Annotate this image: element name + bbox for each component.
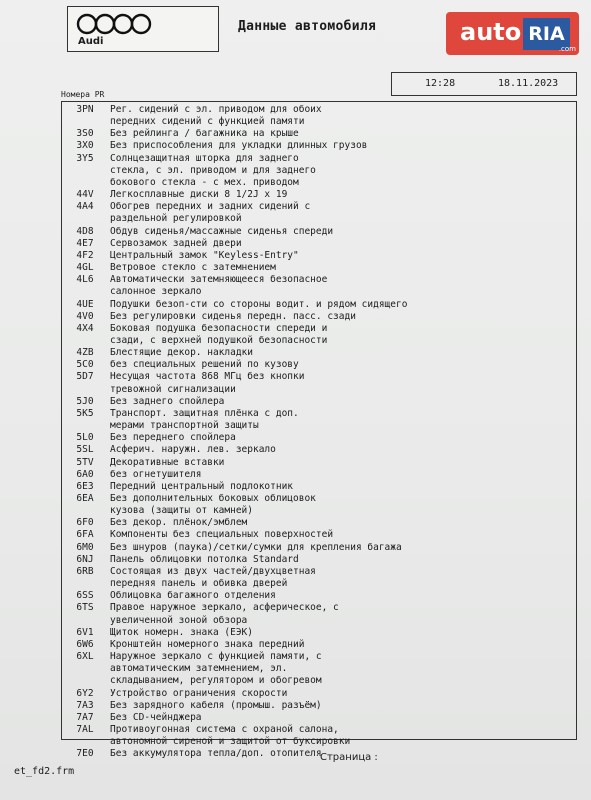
pr-description: Блестящие декор. накладки <box>110 347 253 359</box>
pr-code: 5L0 <box>76 432 94 444</box>
pr-description: увеличенной зоной обзора <box>110 614 248 626</box>
audi-rings-icon <box>76 13 154 35</box>
pr-description: Правое наружное зеркало, асферическое, с <box>110 602 339 614</box>
pr-code: 6RB <box>76 565 94 577</box>
pr-code: 3PN <box>76 104 94 115</box>
table-row <box>62 384 576 396</box>
pr-code: 4GL <box>76 262 94 274</box>
table-row <box>62 408 576 420</box>
pr-code-spacer <box>62 615 108 627</box>
table-row <box>62 517 576 529</box>
pr-description: Без рейлинга / багажника на крыше <box>110 128 299 140</box>
table-row <box>62 736 576 748</box>
table-row <box>62 724 576 736</box>
watermark-auto-text: auto <box>460 18 522 46</box>
pr-description: Боковая подушка безопасности спереди и <box>110 322 328 334</box>
table-row <box>62 250 576 262</box>
pr-description: кузова (защиты от камней) <box>110 505 253 517</box>
pr-description: Несущая частота 868 МГц без кнопки <box>110 371 305 383</box>
pr-code: 3S0 <box>76 128 94 140</box>
watermark-domain-text: .com <box>558 45 576 53</box>
pr-description: Обдув сиденья/массажные сиденья спереди <box>110 225 334 237</box>
pr-description: сзади, с верхней подушкой безопасности <box>110 334 328 346</box>
table-row <box>62 688 576 700</box>
pr-description: Асферич. наружн. лев. зеркало <box>110 444 276 456</box>
pr-code: 4A4 <box>76 201 94 213</box>
pr-description: без специальных решений по кузову <box>110 359 299 371</box>
pr-description: Декоративные вставки <box>110 456 225 468</box>
pr-description: Транспорт. защитная плёнка с доп. <box>110 407 299 419</box>
pr-description: Солнцезащитная шторка для заднего <box>110 152 299 164</box>
table-row <box>62 153 576 165</box>
table-row <box>62 481 576 493</box>
pr-code: 5J0 <box>76 395 94 407</box>
pr-code: 7E0 <box>76 748 94 760</box>
table-row <box>62 347 576 359</box>
document-title: Данные автомобиля <box>238 19 377 34</box>
table-row <box>62 590 576 602</box>
pr-code-spacer <box>62 286 108 298</box>
pr-description: Легкосплавные диски 8 1/2J x 19 <box>110 189 288 201</box>
pr-description: Ветровое стекло с затемнением <box>110 262 276 274</box>
pr-code: 3Y5 <box>76 152 94 164</box>
pr-description: Без аккумулятора тепла/доп. отопителя <box>110 748 322 760</box>
pr-description: Без приспособления для укладки длинных грузов <box>110 140 368 152</box>
table-row <box>62 104 576 116</box>
pr-description: Без дополнительных боковых облицовок <box>110 493 316 504</box>
pr-code-spacer <box>62 213 108 225</box>
pr-description: передняя панель и обивка дверей <box>110 578 288 590</box>
pr-code: 6W6 <box>76 638 94 650</box>
table-row <box>62 700 576 712</box>
table-row <box>62 457 576 469</box>
pr-code: 7A3 <box>76 699 94 711</box>
table-row <box>62 651 576 663</box>
table-row <box>62 469 576 481</box>
pr-description: Подушки безоп-сти со стороны водит. и рядом сидящего <box>110 298 408 310</box>
table-row <box>62 712 576 724</box>
pr-description: Без зарядного кабеля (промыш. разъём) <box>110 699 322 711</box>
table-row <box>62 116 576 128</box>
pr-description: Наружное зеркало с функцией памяти, с <box>110 651 322 663</box>
pr-code: 7A7 <box>76 711 94 723</box>
pr-code: 6E3 <box>76 480 94 492</box>
table-row <box>62 505 576 517</box>
pr-description: Рег. сидений с эл. приводом для обоих <box>110 104 322 115</box>
pr-description: автоматическим затемнением, эл. <box>110 663 288 675</box>
table-row <box>62 226 576 238</box>
pr-code-spacer <box>62 335 108 347</box>
pr-code: 4L6 <box>76 274 94 286</box>
pr-description: Автоматически затемняющееся безопасное <box>110 274 328 286</box>
table-row <box>62 420 576 432</box>
table-row <box>62 748 576 760</box>
form-id: et_fd2.frm <box>14 766 75 777</box>
pr-code: 7AL <box>76 723 94 735</box>
table-row <box>62 663 576 675</box>
table-row <box>62 396 576 408</box>
pr-description: Сервозамок задней двери <box>110 237 242 249</box>
pr-code: 5C0 <box>76 359 94 371</box>
pr-code-spacer <box>62 505 108 517</box>
table-row <box>62 432 576 444</box>
table-row <box>62 274 576 286</box>
table-row <box>62 627 576 639</box>
table-row <box>62 201 576 213</box>
pr-code: 6M0 <box>76 541 94 553</box>
pr-numbers-label: Номера PR <box>61 90 105 99</box>
table-row <box>62 140 576 152</box>
pr-code-spacer <box>62 675 108 687</box>
pr-code: 6V1 <box>76 626 94 638</box>
table-row <box>62 675 576 687</box>
table-row <box>62 335 576 347</box>
pr-description: Состоящая из двух частей/двухцветная <box>110 565 316 577</box>
pr-description: Щиток номерн. знака (ЕЭК) <box>110 626 253 638</box>
pr-codes-list <box>62 104 576 760</box>
pr-description: без огнетушителя <box>110 468 202 480</box>
pr-code-spacer <box>62 663 108 675</box>
table-row <box>62 371 576 383</box>
pr-code: 6TS <box>76 602 94 614</box>
page-label: Страница : <box>320 752 378 763</box>
pr-code-spacer <box>62 384 108 396</box>
pr-code: 4X4 <box>76 322 94 334</box>
pr-code: 6NJ <box>76 553 94 565</box>
autoria-watermark <box>446 12 579 55</box>
pr-description: Передний центральный подлокотник <box>110 480 294 492</box>
pr-code-spacer <box>62 578 108 590</box>
pr-code: 5D7 <box>76 371 94 383</box>
table-row <box>62 359 576 371</box>
timestamp-box <box>391 72 577 96</box>
pr-code: 6EA <box>76 493 94 504</box>
table-row <box>62 323 576 335</box>
table-row <box>62 262 576 274</box>
table-row <box>62 165 576 177</box>
pr-code: 4F2 <box>76 249 94 261</box>
pr-code-spacer <box>62 116 108 128</box>
pr-code: 4UE <box>76 298 94 310</box>
pr-description: Центральный замок "Keyless-Entry" <box>110 249 299 261</box>
table-row <box>62 566 576 578</box>
table-row <box>62 128 576 140</box>
table-row <box>62 542 576 554</box>
pr-code-spacer <box>62 420 108 432</box>
pr-description: Устройство ограничения скорости <box>110 687 288 699</box>
table-row <box>62 286 576 298</box>
pr-code-spacer <box>62 736 108 748</box>
pr-description: Без CD-чейнджера <box>110 711 202 723</box>
pr-description: Облицовка багажного отделения <box>110 590 276 602</box>
pr-description: передних сидений с функцией памяти <box>110 116 305 128</box>
pr-code: 6FA <box>76 529 94 541</box>
pr-description: бокового стекла - с мех. приводом <box>110 176 299 188</box>
pr-code: 44V <box>76 189 94 201</box>
table-row <box>62 177 576 189</box>
pr-code: 6F0 <box>76 517 94 529</box>
pr-description: раздельной регулировкой <box>110 213 242 225</box>
table-row <box>62 639 576 651</box>
pr-description: Панель облицовки потолка Standard <box>110 553 299 565</box>
pr-description: мерами транспортной защиты <box>110 420 259 432</box>
table-row <box>62 554 576 566</box>
pr-description: Компоненты без специальных поверхностей <box>110 529 334 541</box>
pr-code-spacer <box>62 165 108 177</box>
pr-description: Обогрев передних и задних сидений с <box>110 201 311 213</box>
pr-description: складыванием, регулятором и обогревом <box>110 675 322 687</box>
pr-description: автономной сиреной и защитой от буксировки <box>110 736 351 748</box>
table-row <box>62 493 576 505</box>
table-row <box>62 213 576 225</box>
pr-code: 6XL <box>76 651 94 663</box>
table-row <box>62 444 576 456</box>
watermark-ria-text: RIA <box>523 18 570 50</box>
pr-code-spacer <box>62 177 108 189</box>
logo-box <box>67 6 219 52</box>
print-time: 12:28 <box>425 78 456 89</box>
table-row <box>62 615 576 627</box>
table-row <box>62 189 576 201</box>
table-row <box>62 602 576 614</box>
pr-description: Без заднего спойлера <box>110 395 225 407</box>
pr-description: Противоугонная система с охраной салона, <box>110 723 339 735</box>
print-date: 18.11.2023 <box>498 78 559 89</box>
pr-description: стекла, с эл. приводом и для заднего <box>110 164 316 176</box>
brand-name: Audi <box>78 36 104 47</box>
pr-description: Без регулировки сиденья передн. пасс. сзади <box>110 310 356 322</box>
pr-code: 3X0 <box>76 140 94 152</box>
pr-code: 6A0 <box>76 468 94 480</box>
pr-description: тревожной сигнализации <box>110 383 236 395</box>
pr-code: 5K5 <box>76 407 94 419</box>
pr-code: 6SS <box>76 590 94 602</box>
pr-description: Без шнуров (паука)/сетки/сумки для крепления багажа <box>110 541 402 553</box>
table-row <box>62 238 576 250</box>
pr-code: 4E7 <box>76 237 94 249</box>
table-row <box>62 529 576 541</box>
pr-description: салонное зеркало <box>110 286 202 298</box>
pr-code: 4V0 <box>76 310 94 322</box>
pr-description: Кронштейн номерного знака передний <box>110 638 305 650</box>
pr-description: Без декор. плёнок/эмблем <box>110 517 248 529</box>
table-row <box>62 578 576 590</box>
table-row <box>62 311 576 323</box>
table-row <box>62 299 576 311</box>
pr-code: 4D8 <box>76 225 94 237</box>
pr-code: 5TV <box>76 456 94 468</box>
pr-code: 5SL <box>76 444 94 456</box>
pr-code: 4ZB <box>76 347 94 359</box>
pr-description: Без переднего спойлера <box>110 432 236 444</box>
pr-code: 6Y2 <box>76 687 94 699</box>
